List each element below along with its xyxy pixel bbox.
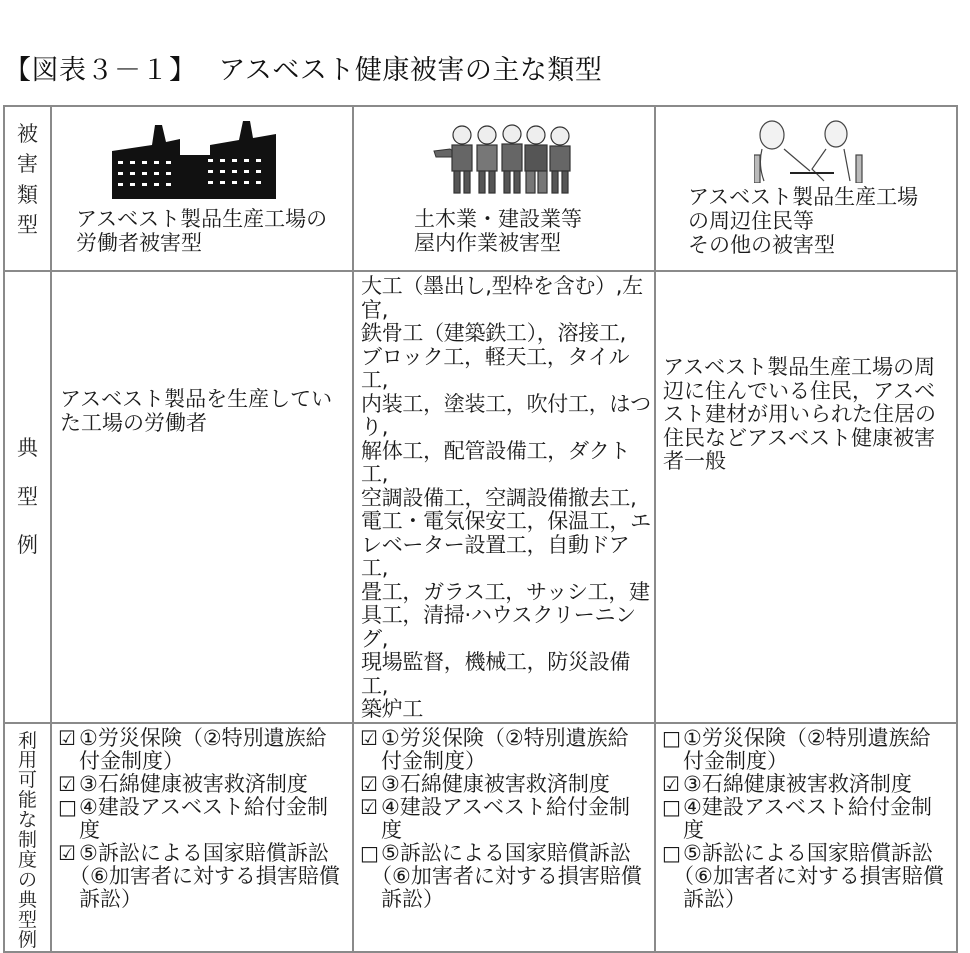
checkbox-checked-icon: ☑ [58,771,76,796]
system-item-kensetsu [58,796,352,842]
example-line: 解体工，配管設備工，ダクト工, [361,438,631,486]
systems-cell-construction [353,723,655,952]
row-header-char: 類 [17,182,38,207]
example-line: 築炉工 [361,697,424,721]
system-item-sekimen [662,773,956,796]
checkbox-checked-icon: ☑ [360,794,378,819]
row-header-char: 例 [17,532,38,557]
checkbox-unchecked-icon: □ [662,725,681,750]
example-cell-residents [655,271,957,723]
example-line: 住民などアスベスト健康被害 [663,425,936,450]
figure-number: 【図表３－１】 [4,55,197,86]
checkbox-checked-icon: ☑ [58,840,76,865]
example-cell-construction [353,271,655,723]
system-item-rousai [58,727,352,773]
typical-example-row [4,271,957,723]
example-line: 大工（墨出し,型枠を含む）,左官, [361,274,643,322]
row-header-char: 利 [17,729,37,752]
example-line: アスベスト製品を生産してい [60,387,333,411]
system-label-cont: 度 [381,817,402,842]
type-cell-construction [353,106,655,271]
example-line: た工場の労働者 [60,410,207,435]
system-label-cont: 度 [79,817,100,842]
system-label: ④建設アスベスト給付金制 [381,794,630,819]
system-item-sekimen [360,773,654,796]
residents-talking-icon [754,119,866,183]
system-label: ⑤訴訟による国家賠償訴訟 [381,840,631,865]
system-label-cont: 度 [683,817,704,842]
checkbox-checked-icon: ☑ [360,771,378,796]
system-label: ⑤訴訟による国家賠償訴訟 [79,840,329,865]
checkbox-checked-icon: ☑ [360,725,378,750]
figure-title-text: アスベスト健康被害の主な類型 [218,55,603,86]
system-label-cont: （⑥加害者に対する損害賠償 [69,863,340,888]
row-header-typical-example [4,271,51,723]
construction-workers-icon [432,121,580,195]
example-line: 鉄骨工（建築鉄工），溶接工, [361,321,626,345]
row-header-char: 型 [17,484,38,509]
checkbox-checked-icon: ☑ [662,771,680,796]
system-label: ①労災保険（②特別遺族給 [683,725,931,750]
type-caption-line: アスベスト製品生産工場の [76,207,328,231]
system-label-cont: 付金制度） [683,748,788,773]
row-header-char: 被 [17,122,38,146]
system-label-cont: 付金制度） [79,748,184,773]
system-label-cont: （⑥加害者に対する損害賠償 [371,863,642,888]
example-line: 空調設備工，空調設備撤去工, [361,485,637,510]
type-caption-line: の周辺住民等 [688,209,814,233]
system-label: ③石綿健康被害救済制度 [381,771,610,796]
example-line: レベーター設置工，自動ドア工, [361,532,630,580]
figure-title [4,48,602,87]
example-line: スト建材が用いられた住居の [663,402,936,426]
system-label-cont: 訴訟） [79,886,142,911]
example-cell-factory-workers [51,271,353,723]
type-caption-line: 屋内作業被害型 [414,231,561,255]
example-line: 者一般 [663,449,726,473]
checkbox-unchecked-icon: □ [58,794,77,819]
type-caption-line: 労働者被害型 [76,231,202,255]
system-label: ①労災保険（②特別遺族給 [381,725,629,750]
example-line: 畳工，ガラス工，サッシ工，建 [361,579,650,604]
row-header-available-systems [4,723,51,952]
checkbox-unchecked-icon: □ [662,794,681,819]
system-label-cont: （⑥加害者に対する損害賠償 [673,863,944,888]
system-label: ⑤訴訟による国家賠償訴訟 [683,840,933,865]
example-line: 内装工，塗装工，吹付工，はつり, [361,391,651,439]
type-caption-line: アスベスト製品生産工場 [688,185,919,209]
factory-icon [112,121,276,199]
row-header-damage-type [4,106,51,271]
row-header-char: 型 [17,908,37,931]
row-header-char: 制 [17,829,37,852]
row-header-char: の [17,869,37,892]
system-item-kensetsu [662,796,956,842]
system-label: ③石綿健康被害救済制度 [79,771,308,796]
row-header-char: 可 [17,769,37,792]
system-item-lawsuit [360,842,654,911]
system-label: ③石綿健康被害救済制度 [683,771,912,796]
type-cell-factory-workers [51,106,353,271]
row-header-char: 典 [17,889,37,911]
row-header-char: 害 [17,152,38,177]
system-label-cont: 付金制度） [381,748,486,773]
systems-cell-factory-workers [51,723,353,952]
system-item-sekimen [58,773,352,796]
row-header-char: 用 [17,749,37,772]
example-line: 現場監督，機械工，防災設備工, [361,650,631,698]
type-caption-line: 土木業・建設業等 [414,207,582,231]
system-item-rousai [662,727,956,773]
system-item-rousai [360,727,654,773]
row-header-char: 能 [17,789,37,812]
asbestos-damage-types-table [3,105,958,953]
row-header-char: 度 [17,849,37,872]
system-label-cont: 訴訟） [683,886,746,911]
checkbox-unchecked-icon: □ [360,840,379,865]
system-item-lawsuit [662,842,956,911]
type-cell-residents [655,106,957,271]
system-item-kensetsu [360,796,654,842]
system-label: ④建設アスベスト給付金制 [683,794,932,819]
available-systems-row [4,723,957,952]
row-header-char: 例 [17,928,37,951]
row-header-char: 型 [17,213,38,238]
example-line: 具工，清掃·ハウスクリーニング, [361,603,636,651]
checkbox-unchecked-icon: □ [662,840,681,865]
row-header-char: な [17,809,37,832]
example-line: ブロック工，軽天工，タイル工, [361,344,630,392]
system-label: ④建設アスベスト給付金制 [79,794,328,819]
systems-cell-residents [655,723,957,952]
damage-type-row [4,106,957,271]
system-label-cont: 訴訟） [381,886,444,911]
example-line: 辺に住んでいる住民，アスベ [663,378,936,403]
system-label: ①労災保険（②特別遺族給 [79,725,327,750]
type-caption-line: その他の被害型 [688,233,835,257]
system-item-lawsuit [58,842,352,911]
example-line: アスベスト製品生産工場の周 [663,355,936,379]
checkbox-checked-icon: ☑ [58,725,76,750]
example-line: 電工・電気保安工，保温工，エ [361,509,651,533]
row-header-char: 典 [17,436,38,461]
